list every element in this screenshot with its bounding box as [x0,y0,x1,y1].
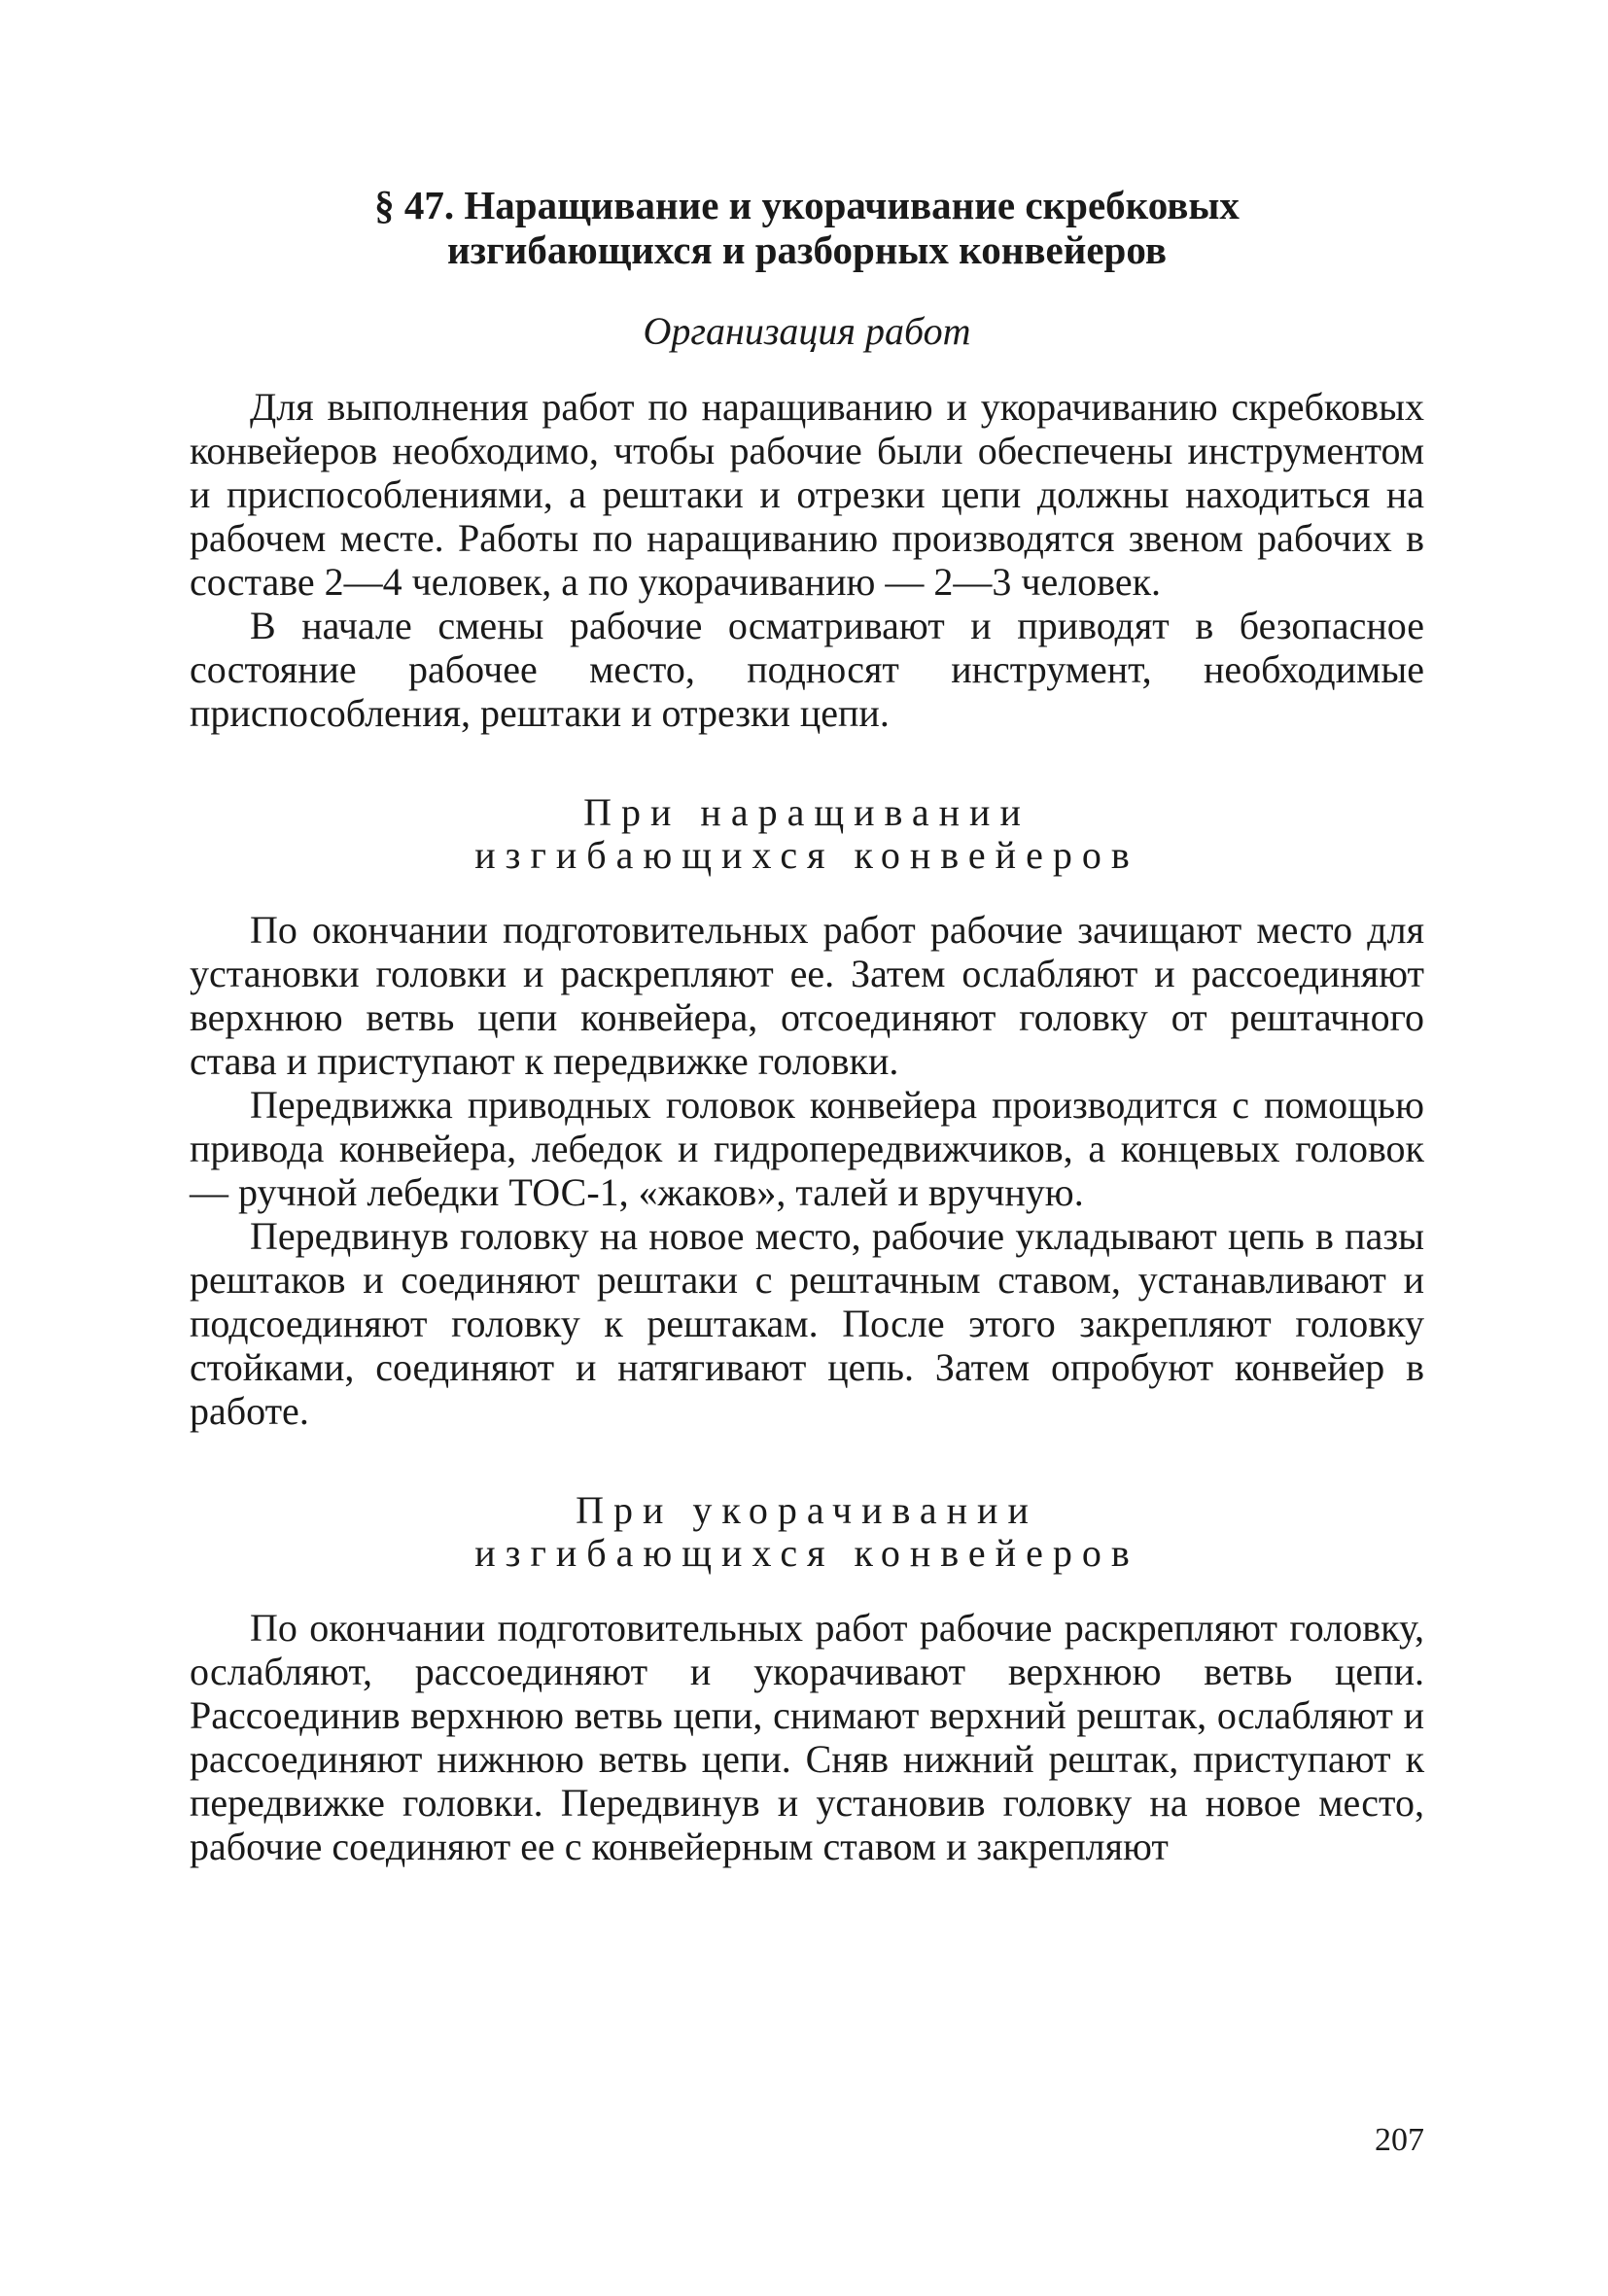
page-number: 207 [1375,2122,1424,2158]
paragraph-organization-2: В начале смены рабочие осматривают и приводят в безопасное состояние рабочее место, подносят инструмент, необходимые приспособления, рештаки и отрезки цепи. [190,604,1424,735]
section-title [190,183,1424,272]
section-title-line-1: § 47. Наращивание и укорачивание скребковых [374,183,1240,227]
paragraph-extending-2: Передвижка приводных головок конвейера производится с помощью привода конвейера, лебедок и гидропередвижчиков, а концевых головок — ручной лебедки ТОС-1, «жаков», талей и вручную. [190,1083,1424,1214]
paragraph-shortening-1: По окончании подготовительных работ рабочие раскрепляют головку, ослабляют, рассоединяют и укорачивают верхнюю ветвь цепи. Рассоединив верхнюю ветвь цепи, снимают верхний рештак, ослабляют и рассоединяют нижнюю ветвь цепи. Сняв нижний рештак, приступают к передвижке головки. Передвинув и установив головку на новое место, рабочие соединяют ее с конвейерным ставом и закрепляют [190,1606,1424,1868]
subsection-title-extending [190,791,1424,877]
subsection-title-shortening-line-1: При укорачивании [576,1488,1038,1532]
paragraph-organization-1: Для выполнения работ по наращиванию и укорачиванию скребковых конвейеров необходимо, чтобы рабочие были обеспечены инструментом и приспособлениями, а рештаки и отрезки цепи должны находиться на рабочем месте. Работы по наращиванию производятся звеном рабочих в составе 2—4 человек, а по укорачиванию — 2—3 человек. [190,385,1424,604]
section-title-line-2: изгибающихся и разборных конвейеров [447,227,1167,272]
subsection-title-extending-line-1: При наращивании [583,790,1031,834]
subsection-title-shortening-line-2: изгибающихся конвейеров [474,1531,1139,1575]
subsection-title-organization: Организация работ [643,309,971,353]
subsection-title-shortening [190,1489,1424,1575]
page-content [190,183,1424,1868]
subsection-title-extending-line-2: изгибающихся конвейеров [474,833,1139,877]
paragraph-extending-3: Передвинув головку на новое место, рабочие укладывают цепь в пазы рештаков и соединяют рештаки с рештачным ставом, устанавливают и подсоединяют головку к рештакам. После этого закрепляют головку стойками, соединяют и натягивают цепь. Затем опробуют конвейер в работе. [190,1214,1424,1433]
paragraph-extending-1: По окончании подготовительных работ рабочие зачищают место для установки головки и раскрепляют ее. Затем ослабляют и рассоединяют верхнюю ветвь цепи конвейера, отсоединяют головку от рештачного става и приступают к передвижке головки. [190,908,1424,1083]
